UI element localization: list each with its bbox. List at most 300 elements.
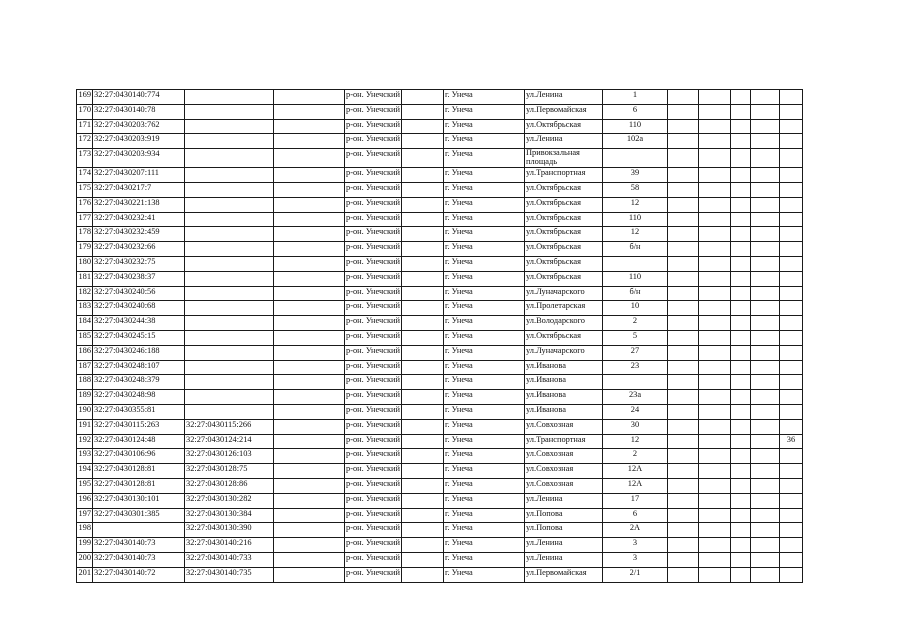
- house-number: [602, 375, 667, 390]
- empty-cell: [274, 390, 345, 405]
- cadastral-number-secondary: [185, 345, 274, 360]
- empty-cell: [698, 567, 730, 582]
- table-row: [77, 552, 803, 567]
- district: р-он. Унечский: [345, 271, 402, 286]
- empty-cell: [274, 168, 345, 183]
- district: р-он. Унечский: [345, 404, 402, 419]
- row-number: 199: [77, 538, 93, 553]
- town: г. Унеча: [443, 464, 524, 479]
- empty-cell: [698, 286, 730, 301]
- table-row: [77, 538, 803, 553]
- district: р-он. Унечский: [345, 286, 402, 301]
- cadastral-number-secondary: [185, 149, 274, 168]
- empty-cell: [667, 419, 698, 434]
- empty-cell: [274, 508, 345, 523]
- district: р-он. Унечский: [345, 301, 402, 316]
- empty-cell: [730, 271, 750, 286]
- empty-cell: [667, 227, 698, 242]
- empty-cell: [698, 301, 730, 316]
- cadastral-number: 32:27:0430203:919: [93, 134, 185, 149]
- street: ул.Транспортная: [524, 168, 602, 183]
- table-row: [77, 212, 803, 227]
- house-number: 10: [602, 301, 667, 316]
- empty-cell: [274, 134, 345, 149]
- district: р-он. Унечский: [345, 493, 402, 508]
- cadastral-number: 32:27:0430240:56: [93, 286, 185, 301]
- town: г. Унеча: [443, 390, 524, 405]
- extra-value: [779, 212, 802, 227]
- house-number: 6: [602, 508, 667, 523]
- extra-value: [779, 523, 802, 538]
- street: ул.Ленина: [524, 90, 602, 105]
- empty-cell: [274, 197, 345, 212]
- house-number: 12: [602, 434, 667, 449]
- row-number: 185: [77, 330, 93, 345]
- table-row: [77, 478, 803, 493]
- district: р-он. Унечский: [345, 242, 402, 257]
- empty-cell: [730, 316, 750, 331]
- extra-value: [779, 390, 802, 405]
- house-number: 5: [602, 330, 667, 345]
- town: г. Унеча: [443, 567, 524, 582]
- empty-cell: [401, 464, 443, 479]
- empty-cell: [274, 149, 345, 168]
- empty-cell: [274, 419, 345, 434]
- table-row: [77, 301, 803, 316]
- empty-cell: [401, 360, 443, 375]
- street: ул.Первомайская: [524, 104, 602, 119]
- empty-cell: [274, 104, 345, 119]
- empty-cell: [274, 360, 345, 375]
- empty-cell: [667, 301, 698, 316]
- extra-value: [779, 286, 802, 301]
- empty-cell: [401, 182, 443, 197]
- empty-cell: [401, 478, 443, 493]
- cadastral-number-secondary: [185, 404, 274, 419]
- cadastral-number-secondary: [185, 90, 274, 105]
- cadastral-number-secondary: 32:27:0430140:733: [185, 552, 274, 567]
- empty-cell: [401, 345, 443, 360]
- empty-cell: [750, 345, 779, 360]
- row-number: 193: [77, 449, 93, 464]
- empty-cell: [750, 375, 779, 390]
- cadastral-number-secondary: 32:27:0430130:384: [185, 508, 274, 523]
- empty-cell: [698, 390, 730, 405]
- empty-cell: [401, 286, 443, 301]
- empty-cell: [730, 478, 750, 493]
- cadastral-number: 32:27:0430203:762: [93, 119, 185, 134]
- empty-cell: [274, 256, 345, 271]
- empty-cell: [274, 375, 345, 390]
- empty-cell: [401, 330, 443, 345]
- cadastral-number: 32:27:0430232:66: [93, 242, 185, 257]
- extra-value: [779, 90, 802, 105]
- table-row: [77, 508, 803, 523]
- empty-cell: [750, 212, 779, 227]
- table-row: [77, 182, 803, 197]
- extra-value: [779, 134, 802, 149]
- empty-cell: [698, 493, 730, 508]
- empty-cell: [667, 449, 698, 464]
- cadastral-number-secondary: [185, 316, 274, 331]
- empty-cell: [750, 523, 779, 538]
- house-number: 12: [602, 197, 667, 212]
- town: г. Унеча: [443, 212, 524, 227]
- empty-cell: [667, 104, 698, 119]
- empty-cell: [730, 134, 750, 149]
- row-number: 192: [77, 434, 93, 449]
- district: р-он. Унечский: [345, 256, 402, 271]
- district: р-он. Унечский: [345, 149, 402, 168]
- empty-cell: [698, 134, 730, 149]
- empty-cell: [401, 197, 443, 212]
- empty-cell: [698, 119, 730, 134]
- cadastral-number-secondary: [185, 286, 274, 301]
- empty-cell: [667, 538, 698, 553]
- street: ул.Попова: [524, 508, 602, 523]
- house-number: 2/1: [602, 567, 667, 582]
- town: г. Унеча: [443, 301, 524, 316]
- cadastral-number: 32:27:0430355:81: [93, 404, 185, 419]
- empty-cell: [667, 552, 698, 567]
- empty-cell: [401, 567, 443, 582]
- table-row: [77, 464, 803, 479]
- cadastral-number: 32:27:0430106:96: [93, 449, 185, 464]
- cadastral-number: 32:27:0430140:774: [93, 90, 185, 105]
- row-number: 200: [77, 552, 93, 567]
- empty-cell: [730, 345, 750, 360]
- empty-cell: [401, 523, 443, 538]
- empty-cell: [750, 168, 779, 183]
- empty-cell: [750, 567, 779, 582]
- row-number: 175: [77, 182, 93, 197]
- house-number: 12А: [602, 464, 667, 479]
- empty-cell: [401, 316, 443, 331]
- empty-cell: [667, 567, 698, 582]
- extra-value: [779, 508, 802, 523]
- empty-cell: [698, 90, 730, 105]
- empty-cell: [750, 434, 779, 449]
- empty-cell: [274, 90, 345, 105]
- cadastral-number: 32:27:0430140:78: [93, 104, 185, 119]
- district: р-он. Унечский: [345, 134, 402, 149]
- house-number: 2А: [602, 523, 667, 538]
- town: г. Унеча: [443, 478, 524, 493]
- row-number: 190: [77, 404, 93, 419]
- street: ул.Ленина: [524, 552, 602, 567]
- town: г. Унеча: [443, 375, 524, 390]
- table-row: [77, 256, 803, 271]
- row-number: 176: [77, 197, 93, 212]
- empty-cell: [698, 212, 730, 227]
- empty-cell: [730, 390, 750, 405]
- empty-cell: [274, 538, 345, 553]
- empty-cell: [667, 508, 698, 523]
- empty-cell: [667, 345, 698, 360]
- street: ул.Октябрьская: [524, 330, 602, 345]
- empty-cell: [698, 508, 730, 523]
- cadastral-number-secondary: 32:27:0430128:75: [185, 464, 274, 479]
- cadastral-number: 32:27:0430248:98: [93, 390, 185, 405]
- district: р-он. Унечский: [345, 478, 402, 493]
- district: р-он. Унечский: [345, 538, 402, 553]
- empty-cell: [274, 182, 345, 197]
- street: ул.Иванова: [524, 360, 602, 375]
- street: ул.Совхозная: [524, 419, 602, 434]
- empty-cell: [750, 149, 779, 168]
- cadastral-number: 32:27:0430238:37: [93, 271, 185, 286]
- cadastral-number-secondary: 32:27:0430115:266: [185, 419, 274, 434]
- empty-cell: [750, 390, 779, 405]
- table-row: [77, 360, 803, 375]
- empty-cell: [730, 168, 750, 183]
- empty-cell: [401, 149, 443, 168]
- row-number: 187: [77, 360, 93, 375]
- empty-cell: [667, 197, 698, 212]
- row-number: 189: [77, 390, 93, 405]
- district: р-он. Унечский: [345, 227, 402, 242]
- house-number: 58: [602, 182, 667, 197]
- district: р-он. Унечский: [345, 345, 402, 360]
- empty-cell: [401, 119, 443, 134]
- extra-value: 36: [779, 434, 802, 449]
- empty-cell: [274, 464, 345, 479]
- house-number: б/н: [602, 286, 667, 301]
- cadastral-number-secondary: 32:27:0430130:390: [185, 523, 274, 538]
- extra-value: [779, 271, 802, 286]
- table-row: [77, 493, 803, 508]
- cadastral-number: 32:27:0430128:81: [93, 478, 185, 493]
- town: г. Унеча: [443, 256, 524, 271]
- empty-cell: [730, 552, 750, 567]
- extra-value: [779, 256, 802, 271]
- empty-cell: [730, 330, 750, 345]
- house-number: 110: [602, 271, 667, 286]
- empty-cell: [401, 390, 443, 405]
- empty-cell: [698, 242, 730, 257]
- cadastral-number-secondary: [185, 168, 274, 183]
- table-row: [77, 286, 803, 301]
- empty-cell: [750, 119, 779, 134]
- empty-cell: [667, 149, 698, 168]
- district: р-он. Унечский: [345, 90, 402, 105]
- cadastral-number: 32:27:0430140:72: [93, 567, 185, 582]
- empty-cell: [401, 212, 443, 227]
- empty-cell: [698, 330, 730, 345]
- empty-cell: [698, 538, 730, 553]
- extra-value: [779, 464, 802, 479]
- empty-cell: [667, 434, 698, 449]
- street: ул.Октябрьская: [524, 271, 602, 286]
- empty-cell: [274, 212, 345, 227]
- empty-cell: [667, 212, 698, 227]
- empty-cell: [730, 508, 750, 523]
- cadastral-number-secondary: [185, 104, 274, 119]
- district: р-он. Унечский: [345, 375, 402, 390]
- town: г. Унеча: [443, 242, 524, 257]
- empty-cell: [730, 434, 750, 449]
- empty-cell: [667, 90, 698, 105]
- cadastral-number: 32:27:0430245:15: [93, 330, 185, 345]
- district: р-он. Унечский: [345, 119, 402, 134]
- cadastral-number-secondary: [185, 119, 274, 134]
- town: г. Унеча: [443, 149, 524, 168]
- empty-cell: [730, 197, 750, 212]
- empty-cell: [274, 119, 345, 134]
- cadastral-number-secondary: 32:27:0430130:282: [185, 493, 274, 508]
- extra-value: [779, 493, 802, 508]
- empty-cell: [698, 360, 730, 375]
- empty-cell: [698, 256, 730, 271]
- empty-cell: [698, 478, 730, 493]
- empty-cell: [274, 478, 345, 493]
- empty-cell: [698, 149, 730, 168]
- street: ул.Совхозная: [524, 478, 602, 493]
- empty-cell: [667, 168, 698, 183]
- row-number: 174: [77, 168, 93, 183]
- empty-cell: [667, 523, 698, 538]
- street: ул.Октябрьская: [524, 197, 602, 212]
- empty-cell: [750, 271, 779, 286]
- extra-value: [779, 168, 802, 183]
- town: г. Унеча: [443, 552, 524, 567]
- empty-cell: [698, 197, 730, 212]
- town: г. Унеча: [443, 134, 524, 149]
- table-row: [77, 227, 803, 242]
- extra-value: [779, 149, 802, 168]
- empty-cell: [667, 360, 698, 375]
- row-number: 197: [77, 508, 93, 523]
- house-number: 12А: [602, 478, 667, 493]
- empty-cell: [750, 449, 779, 464]
- extra-value: [779, 404, 802, 419]
- empty-cell: [730, 119, 750, 134]
- row-number: 196: [77, 493, 93, 508]
- extra-value: [779, 316, 802, 331]
- empty-cell: [730, 464, 750, 479]
- street: ул.Совхозная: [524, 449, 602, 464]
- empty-cell: [730, 360, 750, 375]
- row-number: 173: [77, 149, 93, 168]
- empty-cell: [274, 567, 345, 582]
- empty-cell: [750, 360, 779, 375]
- empty-cell: [401, 134, 443, 149]
- district: р-он. Унечский: [345, 508, 402, 523]
- district: р-он. Унечский: [345, 523, 402, 538]
- empty-cell: [274, 523, 345, 538]
- town: г. Унеча: [443, 168, 524, 183]
- row-number: 183: [77, 301, 93, 316]
- cadastral-number-secondary: [185, 242, 274, 257]
- empty-cell: [401, 168, 443, 183]
- extra-value: [779, 330, 802, 345]
- empty-cell: [667, 493, 698, 508]
- street: ул.Транспортная: [524, 434, 602, 449]
- cadastral-number-secondary: [185, 212, 274, 227]
- empty-cell: [750, 464, 779, 479]
- cadastral-number: 32:27:0430140:73: [93, 552, 185, 567]
- extra-value: [779, 119, 802, 134]
- empty-cell: [274, 301, 345, 316]
- row-number: 198: [77, 523, 93, 538]
- extra-value: [779, 360, 802, 375]
- table-row: [77, 523, 803, 538]
- empty-cell: [750, 316, 779, 331]
- empty-cell: [667, 478, 698, 493]
- district: р-он. Унечский: [345, 390, 402, 405]
- empty-cell: [667, 271, 698, 286]
- empty-cell: [698, 552, 730, 567]
- empty-cell: [667, 119, 698, 134]
- empty-cell: [698, 168, 730, 183]
- table-row: [77, 168, 803, 183]
- empty-cell: [698, 523, 730, 538]
- empty-cell: [698, 316, 730, 331]
- street: ул.Первомайская: [524, 567, 602, 582]
- street: ул.Ленина: [524, 134, 602, 149]
- empty-cell: [750, 197, 779, 212]
- empty-cell: [730, 419, 750, 434]
- district: р-он. Унечский: [345, 449, 402, 464]
- cadastral-number: 32:27:0430232:75: [93, 256, 185, 271]
- empty-cell: [750, 330, 779, 345]
- cadastral-number-secondary: [185, 197, 274, 212]
- house-number: 2: [602, 449, 667, 464]
- empty-cell: [730, 104, 750, 119]
- row-number: 178: [77, 227, 93, 242]
- street: ул.Октябрьская: [524, 256, 602, 271]
- district: р-он. Унечский: [345, 434, 402, 449]
- empty-cell: [401, 242, 443, 257]
- empty-cell: [401, 375, 443, 390]
- house-number: 2: [602, 316, 667, 331]
- cadastral-number: 32:27:0430244:38: [93, 316, 185, 331]
- row-number: 184: [77, 316, 93, 331]
- house-number: 23а: [602, 390, 667, 405]
- empty-cell: [401, 271, 443, 286]
- empty-cell: [274, 227, 345, 242]
- cadastral-number-secondary: 32:27:0430128:86: [185, 478, 274, 493]
- district: р-он. Унечский: [345, 360, 402, 375]
- row-number: 201: [77, 567, 93, 582]
- table-row: [77, 90, 803, 105]
- empty-cell: [401, 301, 443, 316]
- empty-cell: [667, 330, 698, 345]
- empty-cell: [750, 134, 779, 149]
- extra-value: [779, 197, 802, 212]
- district: р-он. Унечский: [345, 168, 402, 183]
- cadastral-number: 32:27:0430124:48: [93, 434, 185, 449]
- empty-cell: [667, 182, 698, 197]
- town: г. Унеча: [443, 271, 524, 286]
- table-row: [77, 330, 803, 345]
- town: г. Унеча: [443, 538, 524, 553]
- empty-cell: [730, 182, 750, 197]
- town: г. Унеча: [443, 227, 524, 242]
- empty-cell: [730, 242, 750, 257]
- extra-value: [779, 182, 802, 197]
- empty-cell: [750, 227, 779, 242]
- empty-cell: [750, 256, 779, 271]
- street: ул.Попова: [524, 523, 602, 538]
- table-row: [77, 242, 803, 257]
- street: ул.Иванова: [524, 390, 602, 405]
- street: ул.Пролетарская: [524, 301, 602, 316]
- table-row: [77, 449, 803, 464]
- empty-cell: [730, 149, 750, 168]
- street: ул.Совхозная: [524, 464, 602, 479]
- empty-cell: [698, 271, 730, 286]
